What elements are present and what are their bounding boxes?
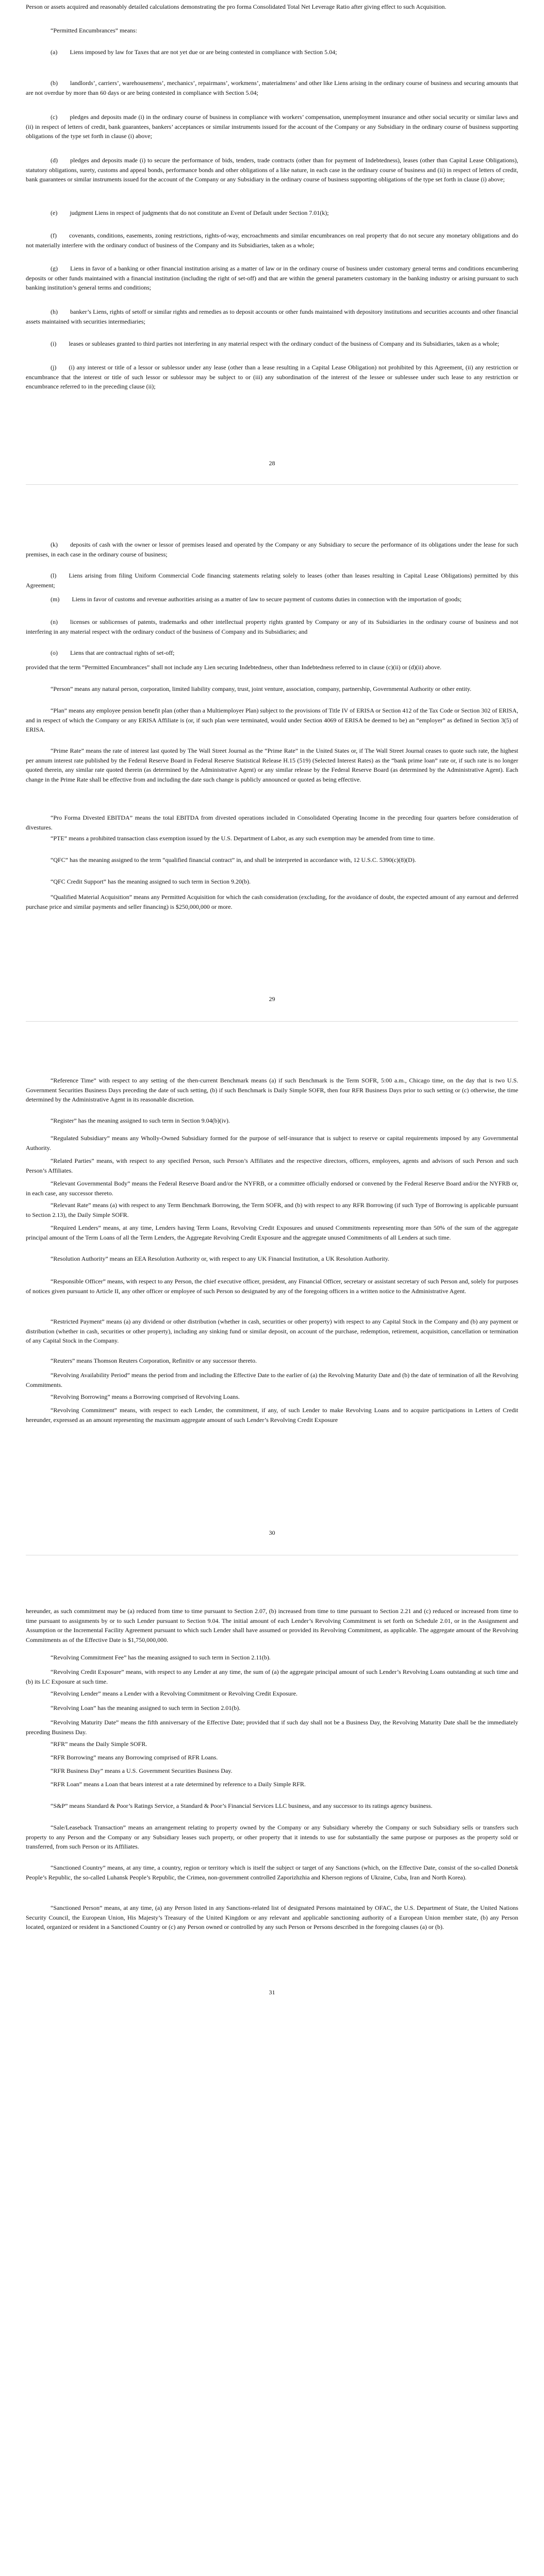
paragraph: hereunder, as such commitment may be (a) reduced from time to time pursuant to Section 2.07, (b) increased from time to time pursuant to Section 2.21 and (c) reduced or increased from time to time pursuant to assignments by or to such Lender pursuant to Section 9.04. The initial amount of each Lender’s Revolving Commitment is set forth on Schedule 2.01, or in the Assignment and Assumption or the Incremental Facility Agreement pursuant to which such Lender shall have assumed or provided its Revolving Commitment, as applicable. The aggregate amount of the Revolving Commitments as of the Effective Date is $1,750,000,000. [26,1607,518,1643]
definition: “RFR Loan” means a Loan that bears interest at a rate determined by reference to a Daily Simple RFR. [51,1781,306,1788]
definition: “Relevant Governmental Body” means the Federal Reserve Board and/or the NYFRB, or a committee officially endorsed or convened by the Federal Reserve Board and/or the NYFRB or, in each case, any successor thereto. [26,1180,518,1197]
definition-heading: “Permitted Encumbrances” means: [51,27,137,34]
definition: “Reuters” means Thomson Reuters Corporation, Refinitiv or any successor thereto. [51,1357,257,1364]
list-item: (m) Liens in favor of customs and revenue authorities arising as a matter of law to secure payment of customs duties in connection with the importation of goods; [51,596,462,603]
list-item: (i) leases or subleases granted to third parties not interfering in any material respect with the ordinary conduct of the business of Company and its Subsidiaries, taken as a whole; [51,340,500,347]
page-divider [26,1021,518,1022]
list-item: (d) pledges and deposits made (i) to secure the performance of bids, tenders, trade contracts (other than for payment of Indebtedness), leases (other than Capital Lease Obligations), statutory obligations, surety, customs and appeal bonds, performance bonds and other obligations of a like nature, in each case in the ordinary course of business and (ii) in respect of letters of credit, bank guarantees or similar instruments issued for the account of the Company or any Subsidiary in the ordinary course of business supporting obligations of the type set forth in clause (i) above; [26,157,518,183]
list-item: (b) landlords’, carriers’, warehousemens’, mechanics’, repairmans’, workmens’, materialmens’ and other like Liens arising in the ordinary course of business and securing amounts that are not overdue by more than 60 days or are being contested in compliance with Section 5.04; [26,79,518,96]
definition: “QFC Credit Support” has the meaning assigned to such term in Section 9.20(b). [51,878,251,885]
definition: “RFR Borrowing” means any Borrowing comprised of RFR Loans. [51,1754,218,1761]
definition: “Pro Forma Divested EBITDA” means the total EBITDA from divested operations included in Consolidated Operating Income in the preceding four quarters before consideration of divestures. [26,814,518,831]
definition: “Revolving Lender” means a Lender with a Revolving Commitment or Revolving Credit Exposure. [51,1690,298,1697]
list-item: (l) Liens arising from filing Uniform Commercial Code financing statements relating solely to leases (other than leases resulting in Capital Lease Obligations) permitted by this Agreement; [26,572,518,589]
definition: “Prime Rate” means the rate of interest last quoted by The Wall Street Journal as the “Prime Rate” in the United States or, if The Wall Street Journal ceases to quote such rate, the highest per annum interest rate published by the Federal Reserve Board in Federal Reserve Statistical Release H.15 (519) (Selected Interest Rates) as the “bank prime loan” rate or, if such rate is no longer quoted therein, any similar rate quoted therein (as determined by the Administrative Agent) or any similar release by the Federal Reserve Board (as determined by the Administrative Agent). Each change in the Prime Rate shall be effective from and including the date such change is publicly announced or quoted as being effective. [26,747,518,783]
definition: “Resolution Authority” means an EEA Resolution Authority or, with respect to any UK Financial Institution, a UK Resolution Authority. [51,1255,389,1262]
definition: “Sanctioned Country” means, at any time, a country, region or territory which is itself the subject or target of any Sanctions (which, on the Effective Date, consist of the so-called Donetsk People’s Republic, the so-called Luhansk People’s Republic, the Crimea, non-government controlled Zaporizhzhia and Kherson regions of Ukraine, Cuba, Iran and North Korea). [26,1864,518,1881]
definition: “S&P” means Standard & Poor’s Ratings Service, a Standard & Poor’s Financial Services LLC business, and any successor to its ratings agency business. [51,1802,433,1809]
definition: “Revolving Loan” has the meaning assigned to such term in Section 2.01(b). [51,1704,241,1711]
definition: “Sale/Leaseback Transaction” means an arrangement relating to property owned by the Company or any Subsidiary whereby the Company or such Subsidiary sells or transfers such property to any Person and the Company or any Subsidiary leases such property, or other property that it intends to use for substantially the same purpose or purposes as the property sold or transferred, from such Person or its Affiliates. [26,1824,518,1850]
definition: “Revolving Commitment” means, with respect to each Lender, the commitment, if any, of such Lender to make Revolving Loans and to acquire participations in Letters of Credit hereunder, expressed as an amount representing the maximum aggregate amount of such Lender’s Revolving Credit Exposure [26,1406,518,1423]
definition: “Sanctioned Person” means, at any time, (a) any Person listed in any Sanctions-related list of designated Persons maintained by OFAC, the U.S. Department of State, the United Nations Security Council, the European Union, His Majesty’s Treasury of the United Kingdom or any relevant and applicable sanctioning authority of a European Union member state, (b) any Person located, organized or resident in a Sanctioned Country or (c) any Person owned or controlled by any such Person or Persons described in the foregoing clauses (a) or (b). [26,1904,518,1930]
paragraph: Person or assets acquired and reasonably detailed calculations demonstrating the pro forma Consolidated Total Net Leverage Ratio after giving effect to such Acquisition. [26,3,447,10]
definition: “Revolving Credit Exposure” means, with respect to any Lender at any time, the sum of (a) the aggregate principal amount of such Lender’s Revolving Loans outstanding at such time and (b) its LC Exposure at such time. [26,1668,518,1685]
definition: “Responsible Officer” means, with respect to any Person, the chief executive officer, president, any Financial Officer, secretary or assistant secretary of such Person and, solely for purposes of notices given pursuant to Article II, any other officer or employee of such Person so designated by any of the foregoing officers in a written notice to the Administrative Agent. [26,1278,518,1295]
list-item: (h) banker’s Liens, rights of setoff or similar rights and remedies as to deposit accounts or other funds maintained with depository institutions and securities accounts and other financial assets maintained with securities intermediaries; [26,308,519,325]
list-item: (o) Liens that are contractual rights of set-off; [51,649,175,656]
definition: “Restricted Payment” means (a) any dividend or other distribution (whether in cash, securities or other property) with respect to any Capital Stock in the Company and (b) any payment or distribution (whether in cash, securities or other property), including any sinking fund or similar deposit, on account of the purchase, redemption, retirement, acquisition, cancellation or termination of any Capital Stock in the Company. [26,1318,518,1344]
page-number: 28 [269,460,275,467]
list-item: (f) covenants, conditions, easements, zoning restrictions, rights-of-way, encroachments and similar encumbrances on real property that do not secure any monetary obligations and do not materially interfere with the ordinary conduct of business of the Company and its Subsidiaries, taken as a whole; [26,232,518,249]
definition: “Related Parties” means, with respect to any specified Person, such Person’s Affiliates and the respective directors, officers, employees, agents and advisors of such Person and such Person’s Affiliates. [26,1157,518,1174]
list-item: (n) licenses or sublicenses of patents, trademarks and other intellectual property rights granted by Company or any of its Subsidiaries in the ordinary course of business and not interfering in any material respect with the ordinary conduct of the business of Company and its Subsidiaries; and [26,618,518,635]
definition: “Revolving Borrowing” means a Borrowing comprised of Revolving Loans. [51,1393,240,1400]
definition: “Person” means any natural person, corporation, limited liability company, trust, joint venture, association, company, partnership, Governmental Authority or other entity. [51,685,472,692]
definition: “RFR” means the Daily Simple SOFR. [51,1740,147,1748]
definition: “Revolving Availability Period” means the period from and including the Effective Date to the earlier of (a) the Revolving Maturity Date and (b) the date of termination of all the Revolving Commitments. [26,1371,518,1388]
list-item: (e) judgment Liens in respect of judgments that do not constitute an Event of Default under Section 7.01(k); [51,209,329,216]
definition: “QFC” has the meaning assigned to the term “qualified financial contract” in, and shall be interpreted in accordance with, 12 U.S.C. 5390(c)(8)(D). [51,856,416,863]
definition: “RFR Business Day” means a U.S. Government Securities Business Day. [51,1767,233,1774]
definition: “Relevant Rate” means (a) with respect to any Term Benchmark Borrowing, the Term SOFR, and (b) with respect to any RFR Borrowing (if such Type of Borrowing is applicable pursuant to Section 2.13), the Daily Simple SOFR. [26,1201,518,1218]
definition: “Reference Time” with respect to any setting of the then-current Benchmark means (a) if such Benchmark is the Term SOFR, 5:00 a.m., Chicago time, on the day that is two U.S. Government Securities Business Days preceding the date of such setting, (b) if such Benchmark is Daily Simple SOFR, then four RFR Business Days prior to such setting or (c) otherwise, the time determined by the Administrative Agent in its reasonable discretion. [26,1077,518,1103]
list-item: (g) Liens in favor of a banking or other financial institution arising as a matter of law or in the ordinary course of business under customary general terms and conditions encumbering deposits or other funds maintained with a financial institution (including the right of set-off) and that are within the general parameters customary in the banking industry or arising pursuant to such banking institution’s general terms and conditions; [26,265,518,291]
definition: “Revolving Maturity Date” means the fifth anniversary of the Effective Date; provided that if such day shall not be a Business Day, the Revolving Maturity Date shall be the immediately preceding Business Day. [26,1719,518,1736]
definition: “PTE” means a prohibited transaction class exemption issued by the U.S. Department of Labor, as any such exemption may be amended from time to time. [51,835,435,842]
definition: “Required Lenders” means, at any time, Lenders having Term Loans, Revolving Credit Exposures and unused Commitments representing more than 50% of the sum of the aggregate principal amount of the Term Loans of all the Term Lenders, the Aggregate Revolving Credit Exposure and the aggregate unused Commitments of all Lenders at such time. [26,1224,518,1241]
page-divider [26,484,518,485]
list-item: (c) pledges and deposits made (i) in the ordinary course of business in compliance with workers’ compensation, unemployment insurance and other social security or similar laws and (ii) in respect of letters of credit, bank guarantees, bankers’ acceptances or similar instruments issued for the account of the Company or any Subsidiary in the ordinary course of business supporting obligations of the type set forth in clause (i) above; [26,113,518,140]
definition: “Regulated Subsidiary” means any Wholly-Owned Subsidiary formed for the purpose of self-insurance that is subject to reserve or capital requirements imposed by any Governmental Authority. [26,1134,518,1151]
definition: “Register” has the meaning assigned to such term in Section 9.04(b)(iv). [51,1117,230,1124]
page-number: 29 [269,995,275,1003]
list-item: (k) deposits of cash with the owner or lessor of premises leased and operated by the Company or any Subsidiary to secure the performance of its obligations under the lease for such premises, in each case in the ordinary course of business; [26,541,518,558]
definition: “Qualified Material Acquisition” means any Permitted Acquisition for which the cash consideration (excluding, for the avoidance of doubt, the expected amount of any earnout and deferred purchase price and similar payments and seller financing) is $250,000,000 or more. [26,893,518,910]
definition: “Revolving Commitment Fee” has the meaning assigned to such term in Section 2.11(b). [51,1654,271,1661]
list-item: (a) Liens imposed by law for Taxes that are not yet due or are being contested in compliance with Section 5.04; [51,48,337,56]
definition: “Plan” means any employee pension benefit plan (other than a Multiemployer Plan) subject to the provisions of Title IV of ERISA or Section 412 of the Tax Code or Section 302 of ERISA, and in respect of which the Company or any ERISA Affiliate is (or, if such plan were terminated, would under Section 4069 of ERISA be deemed to be) an “employer” as defined in Section 3(5) of ERISA. [26,707,518,733]
paragraph: provided that the term “Permitted Encumbrances” shall not include any Lien securing Indebtedness, other than Indebtedness referred to in clause (c)(ii) or (d)(ii) above. [26,664,442,671]
list-item: (j) (i) any interest or title of a lessor or sublessor under any lease (other than a lease resulting in a Capital Lease Obligation) not prohibited by this Agreement, (ii) any restriction or encumbrance that the interest or title of such lessor or sublessor may be subject to or (iii) any subordination of the interest of the lessee or sublessee under such lease to any restriction or encumbrance referred to in the preceding clause (ii); [26,364,518,390]
page-number: 31 [269,1989,275,1996]
page-number: 30 [269,1529,275,1536]
